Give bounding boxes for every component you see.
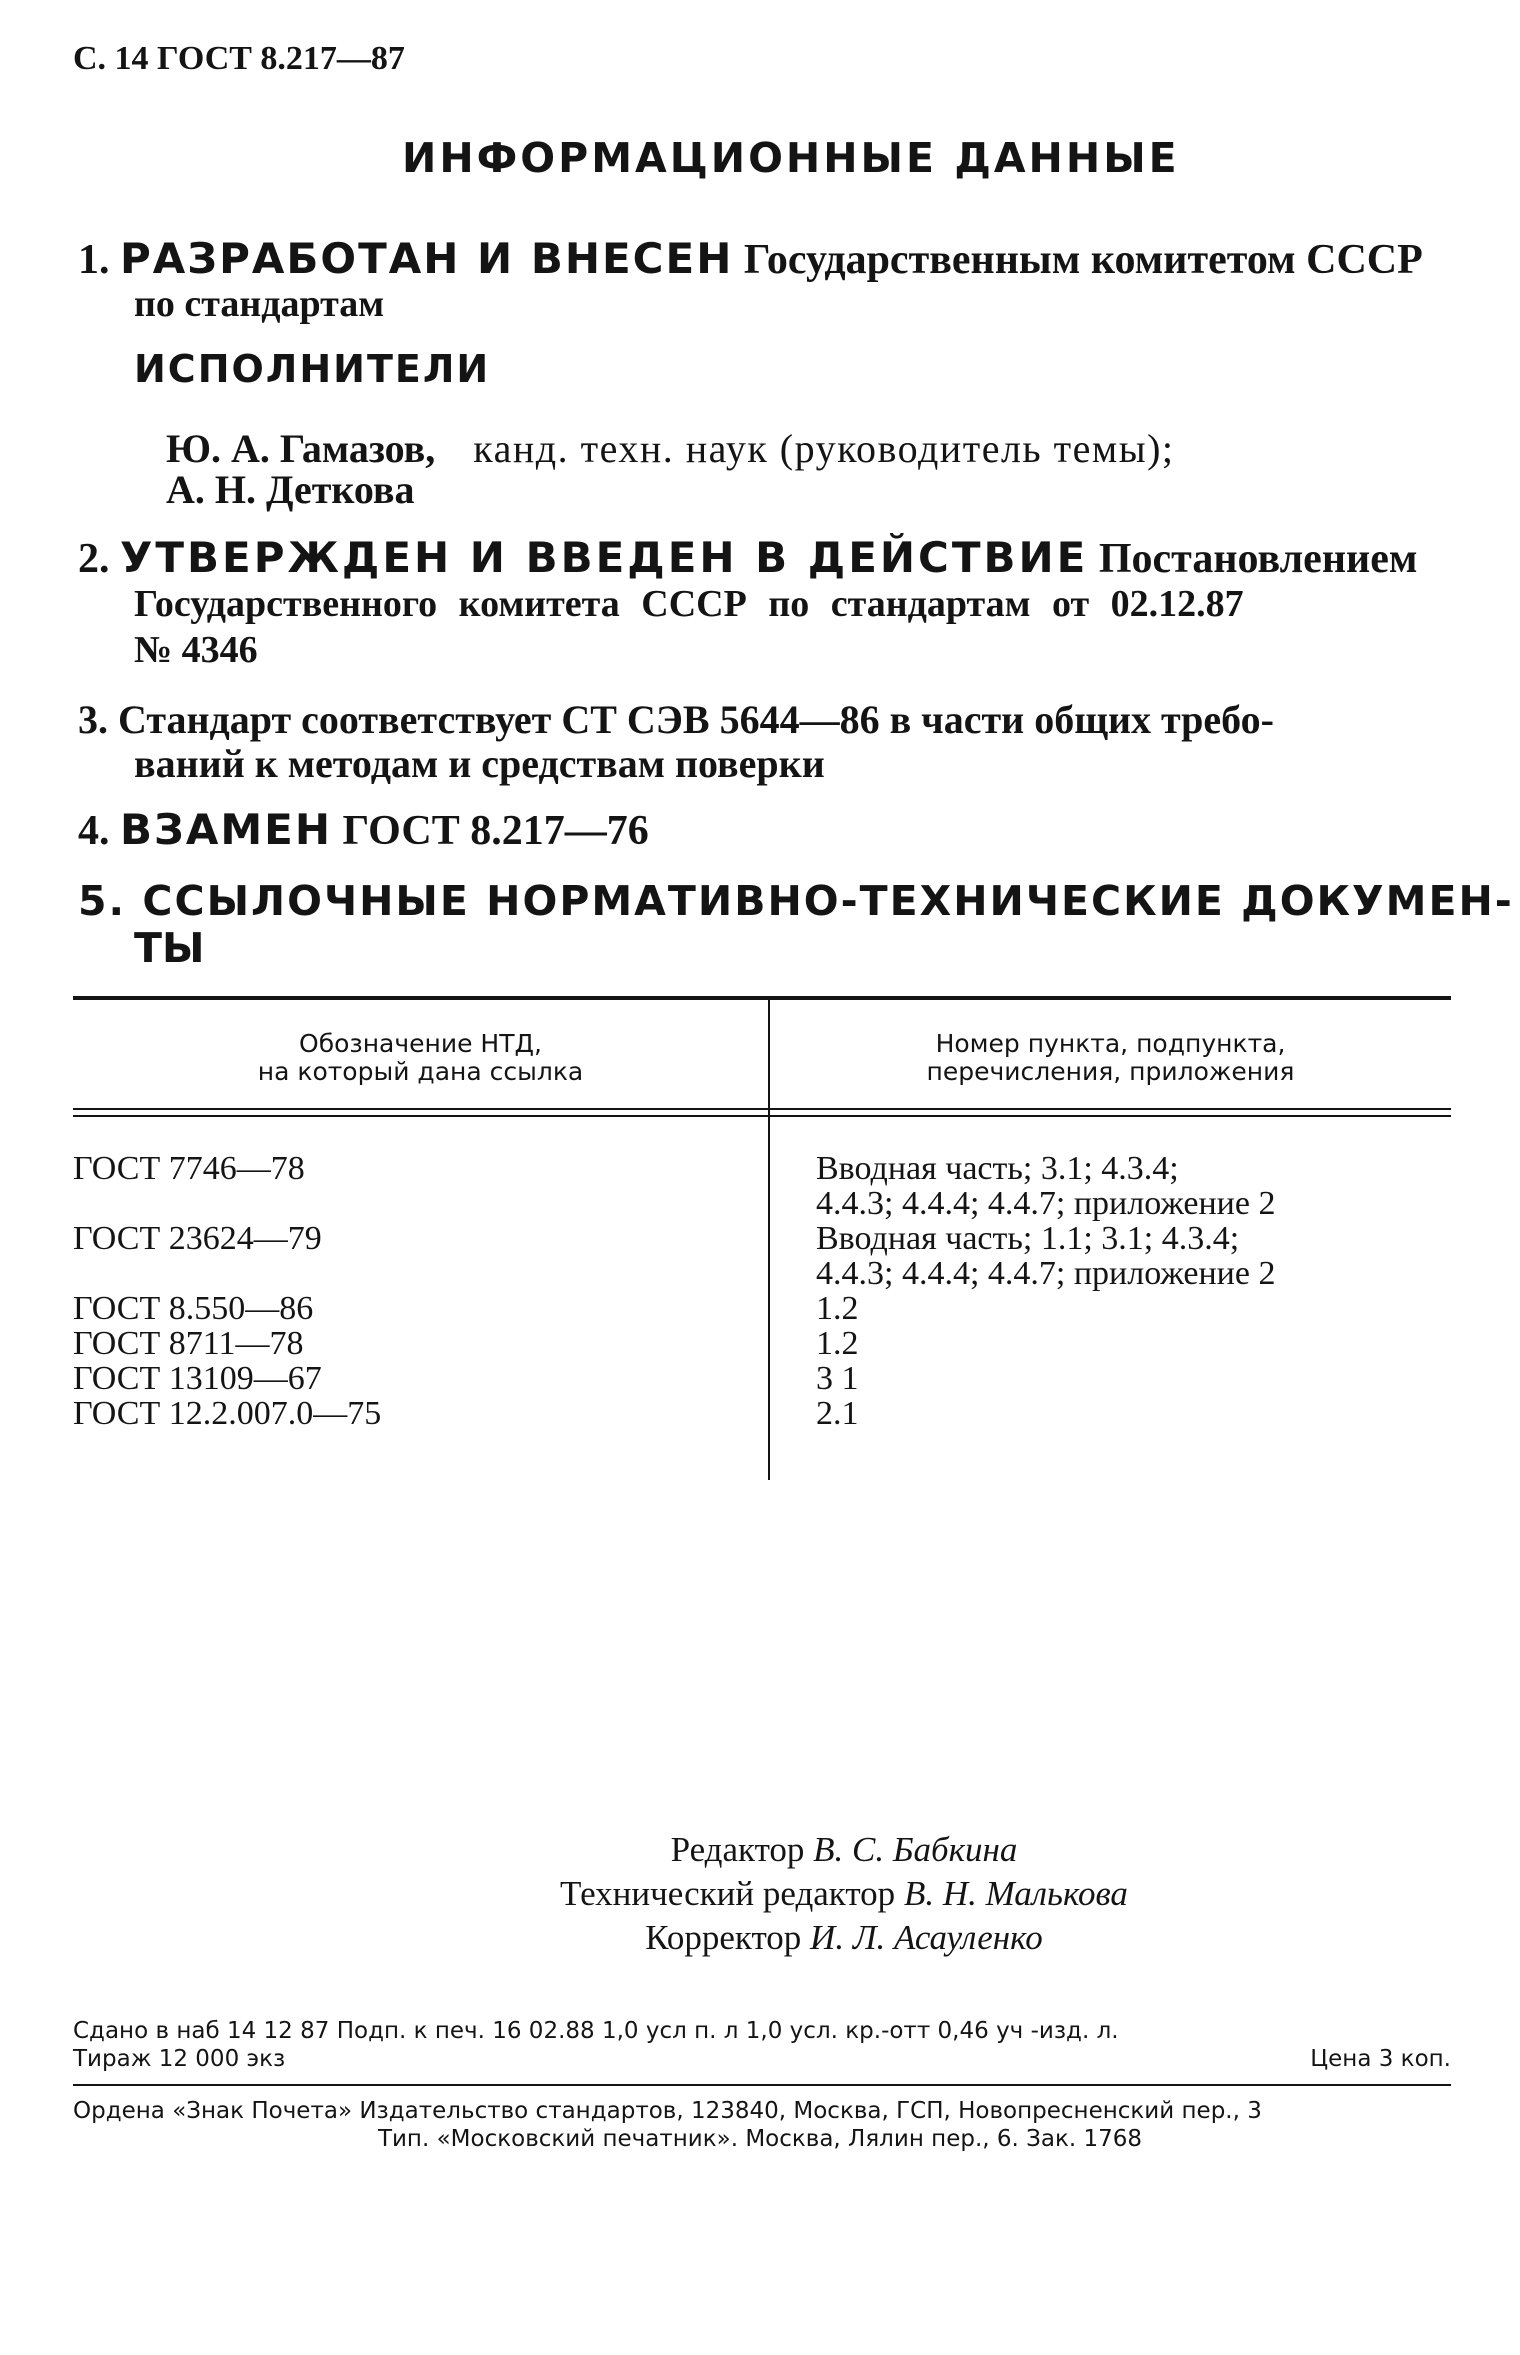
table-top-rule [73, 996, 1451, 1000]
table-header-rule-1 [73, 1108, 1451, 1110]
imprint-price: Цена 3 коп. [1310, 2046, 1451, 2072]
credit-tech-role: Технический редактор [560, 1874, 896, 1913]
table-header-rule-2 [73, 1115, 1451, 1117]
table-cell-ref: 4.4.3; 4.4.4; 4.4.7; приложение 2 [816, 1255, 1276, 1292]
item-4-text: ГОСТ 8.217—76 [342, 808, 649, 854]
table-row: ГОСТ 12.2.007.0—75 [73, 1395, 382, 1432]
document-title: ИНФОРМАЦИОННЫЕ ДАННЫЕ [402, 134, 1180, 182]
item-1-line1 [78, 234, 1423, 284]
credit-editor-name: В. С. Бабкина [813, 1830, 1018, 1869]
table-row: ГОСТ 7746—78 [73, 1150, 305, 1187]
executor-1-name: Ю. А. Гамазов, [166, 426, 436, 471]
executors-line1 [166, 425, 1175, 472]
imprint-rule [73, 2084, 1451, 2086]
imprint-circulation: Тираж 12 000 экз [73, 2046, 286, 2072]
item-4-caps: ВЗАМЕН [120, 805, 332, 854]
credit-editor [0, 1830, 1520, 1870]
table-cell-ref: 1.2 [816, 1325, 859, 1362]
credit-corrector-role: Корректор [645, 1918, 802, 1957]
item-4 [78, 805, 649, 855]
table-row: ГОСТ 8711—78 [73, 1325, 304, 1362]
table-header-col1-line2: на который дана ссылка [257, 1057, 584, 1086]
credit-tech-editor [0, 1874, 1520, 1914]
table-cell-ref: Вводная часть; 3.1; 4.3.4; [816, 1150, 1179, 1187]
credit-editor-role: Редактор [670, 1830, 805, 1869]
credit-tech-name: В. Н. Малькова [903, 1874, 1128, 1913]
item-1-number: 1. [78, 237, 110, 283]
imprint-publisher: Ордена «Знак Почета» Издательство стандартов, 123840, Москва, ГСП, Новопресненский пер., 3 [73, 2098, 1262, 2124]
table-cell-ref: 2.1 [816, 1395, 859, 1432]
table-header-col2 [770, 1030, 1451, 1086]
item-3-text: Стандарт соответствует СТ СЭВ 5644—86 в части общих требо- [118, 697, 1274, 742]
item-5-line1 [78, 877, 1514, 925]
item-5-line2: ТЫ [134, 924, 205, 972]
table-header-col2-line1: Номер пункта, подпункта, [935, 1029, 1286, 1058]
item-2-line2: Государственного комитета СССР по стандартам от 02.12.87 [134, 583, 1244, 625]
item-3-number: 3. [78, 697, 108, 742]
table-row: ГОСТ 8.550—86 [73, 1290, 314, 1327]
table-cell-ref: 1.2 [816, 1290, 859, 1327]
item-5-number: 5. [78, 877, 127, 925]
item-3-line2: ваний к методам и средствам поверки [134, 741, 825, 786]
table-cell-ref: Вводная часть; 1.1; 3.1; 4.3.4; [816, 1220, 1240, 1257]
item-2-text: Постановлением [1098, 536, 1418, 582]
credit-corrector [0, 1918, 1520, 1958]
item-1-text: Государственным комитетом СССР [743, 237, 1423, 283]
item-2-number: 2. [78, 536, 110, 582]
item-4-number: 4. [78, 808, 110, 854]
table-row: ГОСТ 23624—79 [73, 1220, 322, 1257]
item-1-line2: по стандартам [134, 283, 385, 325]
imprint-printer: Тип. «Московский печатник». Москва, Лялин пер., 6. Зак. 1768 [377, 2126, 1143, 2152]
executors-heading: ИСПОЛНИТЕЛИ [134, 347, 491, 391]
table-row: ГОСТ 13109—67 [73, 1360, 322, 1397]
table-cell-ref: 3 1 [816, 1360, 859, 1397]
item-3-line1 [78, 696, 1274, 743]
credit-corrector-name: И. Л. Асауленко [810, 1918, 1043, 1957]
item-2-line3: № 4346 [134, 629, 258, 671]
table-cell-ref: 4.4.3; 4.4.4; 4.4.7; приложение 2 [816, 1185, 1276, 1222]
table-header-col2-line2: перечисления, приложения [926, 1057, 1295, 1086]
table-header-col1 [73, 1030, 768, 1086]
page-header: С. 14 ГОСТ 8.217—87 [73, 40, 405, 77]
item-5-text: ССЫЛОЧНЫЕ НОРМАТИВНО-ТЕХНИЧЕСКИЕ ДОКУМЕН- [142, 877, 1514, 925]
imprint-line1: Сдано в наб 14 12 87 Подп. к печ. 16 02.88 1,0 усл п. л 1,0 усл. кр.-отт 0,46 уч -изд. л. [73, 2018, 1119, 2044]
item-2-line1 [78, 533, 1417, 583]
executor-1-title: канд. техн. наук (руководитель темы); [473, 426, 1175, 471]
table-header-col1-line1: Обозначение НТД, [299, 1029, 542, 1058]
item-2-caps: УТВЕРЖДЕН И ВВЕДЕН В ДЕЙСТВИЕ [120, 533, 1089, 582]
executor-2-name: А. Н. Деткова [166, 467, 415, 512]
item-1-caps: РАЗРАБОТАН И ВНЕСЕН [120, 234, 734, 283]
